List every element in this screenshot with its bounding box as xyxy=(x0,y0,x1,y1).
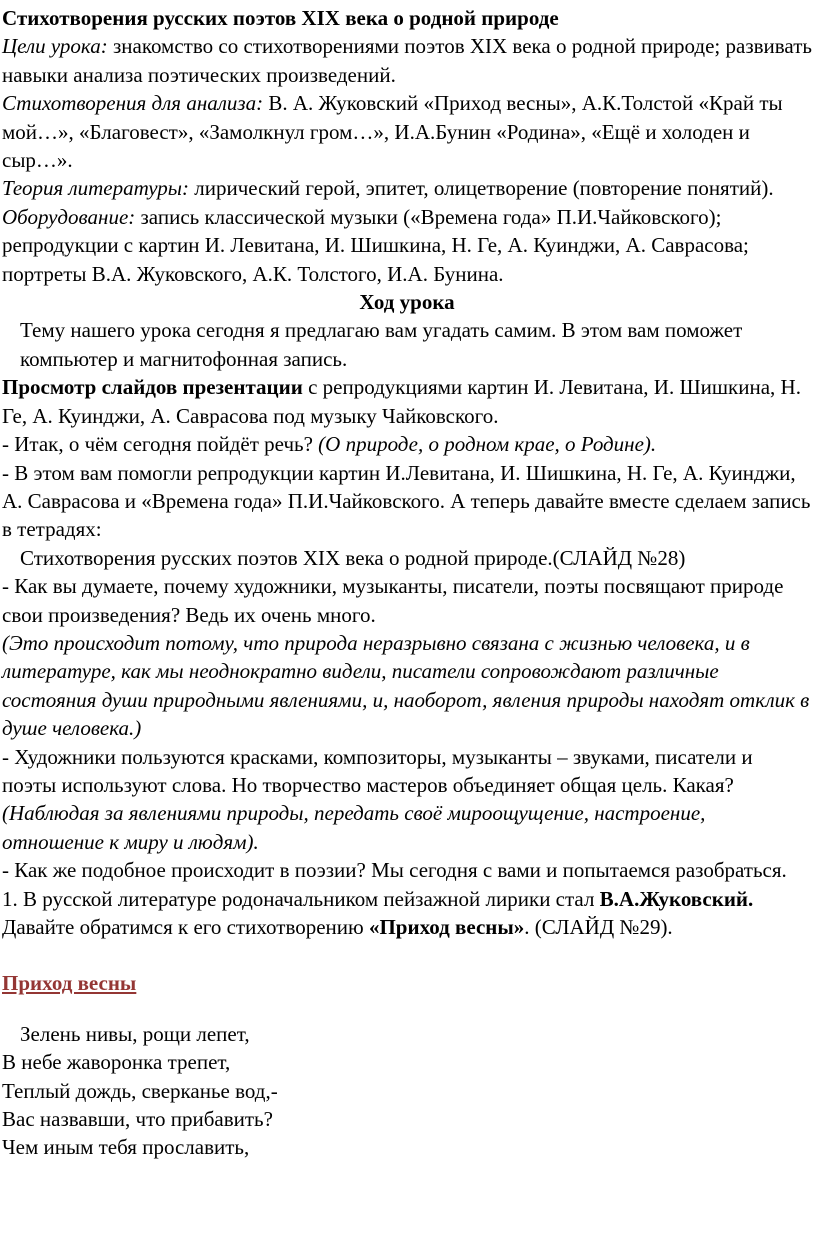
poem-title-paragraph xyxy=(2,969,812,997)
question-2: - В этом вам помогли репродукции картин И.Левитана, И. Шишкина, Н. Ге, А. Куинджи, А. Саврасова и «Времена года» П.И.Чайковского. А теперь давайте вместе сделаем запись в тетрадях: xyxy=(2,460,811,542)
point-1-text-a: 1. В русской литературе родоначальником пейзажной лирики стал xyxy=(2,886,600,911)
spacer xyxy=(2,941,812,969)
answer-3: (Это происходит потому, что природа неразрывно связана с жизнью человека, и в литературе, как мы неоднократно видели, писатели сопровождают различные состояния души природными явлениями, и, наоборот, явления природы находят отклик в душе человека.) xyxy=(2,630,810,741)
question-1-text: - Итак, о чём сегодня пойдёт речь? xyxy=(2,432,319,457)
course-heading: Ход урока xyxy=(359,290,455,315)
equipment-text: запись классической музыки («Времена года» П.И.Чайковского); репродукции с картин И. Левитана, И. Шишкина, Н. Ге, А. Куинджи, А. Саврасова; портреты В.А. Жуковского, А.К. Толстого, И.А. Бунина. xyxy=(2,204,749,286)
poem-line: Чем иным тебя прославить, xyxy=(2,1135,250,1160)
slides-bold: Просмотр слайдов презентации xyxy=(2,375,303,400)
question-3: - Как вы думаете, почему художники, музыканты, писатели, поэты посвящают природе свои произведения? Ведь их очень много. xyxy=(2,574,784,627)
poem-line: В небе жаворонка трепет, xyxy=(2,1050,231,1075)
poem-title-link[interactable]: Приход весны xyxy=(2,971,137,996)
poem-line: Зелень нивы, рощи лепет, xyxy=(20,1021,250,1046)
point-1-poem: «Приход весны» xyxy=(368,915,525,939)
point-1-author: В.А.Жуковский. xyxy=(599,886,754,911)
question-4-answer: (Наблюдая за явлениями природы, передать своё мироощущение, настроение, отношение к миру и людям). xyxy=(2,801,706,854)
goals-label: Цели урока: xyxy=(2,34,108,59)
poem-text xyxy=(2,1020,812,1162)
equipment-label: Оборудование: xyxy=(2,204,136,229)
question-4 xyxy=(2,743,812,857)
goals-paragraph xyxy=(2,32,812,89)
poem-line: Вас назвавши, что прибавить? xyxy=(2,1107,273,1132)
goals-text: знакомство со стихотворениями поэтов XIX века о родной природе; развивать навыки анализа поэтических произведений. xyxy=(2,34,812,87)
spacer xyxy=(2,998,812,1020)
poem-line: Теплый дождь, сверканье вод,- xyxy=(2,1078,278,1103)
question-1 xyxy=(2,430,812,458)
point-1 xyxy=(2,885,812,942)
lesson-title: Стихотворения русских поэтов XIX века о родной природе xyxy=(2,6,559,30)
intro-paragraph: Тему нашего урока сегодня я предлагаю вам угадать самим. В этом вам поможет компьютер и магнитофонная запись. xyxy=(20,318,743,371)
slides-text: с репродукциями картин И. Левитана, И. Шишкина, Н. Ге, А. Куинджи, А. Саврасова под музыку Чайковского. xyxy=(2,375,801,428)
poems-label: Стихотворения для анализа: xyxy=(2,91,264,116)
theory-paragraph xyxy=(2,174,812,202)
theory-label: Теория литературы: xyxy=(2,176,190,201)
point-1-text-b: Давайте обратимся к его стихотворению xyxy=(2,915,369,939)
notebook-entry: Стихотворения русских поэтов XIX века о родной природе.(СЛАЙД №28) xyxy=(20,545,686,570)
slides-paragraph xyxy=(2,373,812,430)
question-4-text: - Художники пользуются красками, композиторы, музыканты – звуками, писатели и поэты используют слова. Но творчество мастеров объединяет общая цель. Какая? xyxy=(2,744,753,797)
question-1-answer: (О природе, о родном крае, о Родине). xyxy=(318,432,657,457)
equipment-paragraph xyxy=(2,203,812,288)
poems-paragraph xyxy=(2,89,812,174)
poems-text: В. А. Жуковский «Приход весны», А.К.Толстой «Край ты мой…», «Благовест», «Замолкнул гром…», И.А.Бунин «Родина», «Ещё и холоден и сыр…». xyxy=(2,91,783,173)
question-5: - Как же подобное происходит в поэзии? Мы сегодня с вами и попытаемся разобраться. xyxy=(2,858,787,883)
point-1-text-c: . (СЛАЙД №29). xyxy=(524,915,673,939)
theory-text: лирический герой, эпитет, олицетворение (повторение понятий). xyxy=(189,176,774,201)
